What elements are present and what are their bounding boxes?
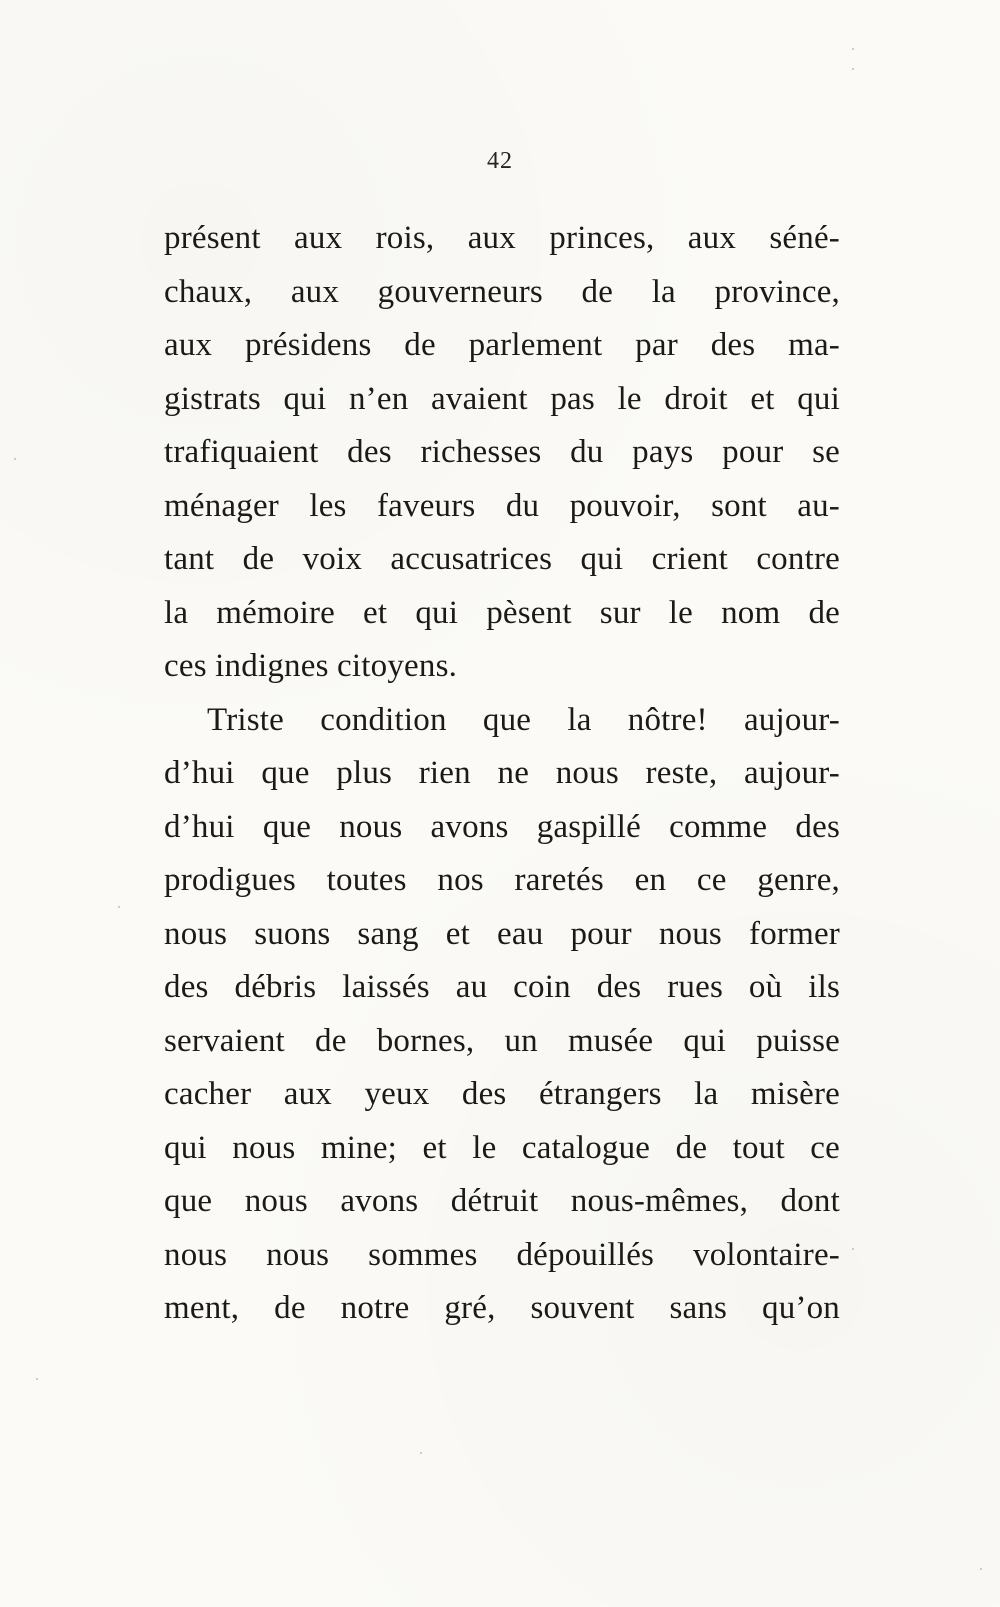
text-line: ment, de notre gré, souvent sans qu’on [164,1290,840,1326]
text-line: trafiquaient des richesses du pays pour se [164,434,840,470]
text-line: qui nous mine; et le catalogue de tout ce [164,1129,840,1166]
text-line: prodigues toutes nos raretés en ce genre, [164,862,840,898]
text-line: cacher aux yeux des étrangers la misère [164,1076,840,1112]
paper-speck [852,1248,854,1250]
text-line: la mémoire et qui pèsent sur le nom de [164,594,840,631]
text-line: ménager les faveurs du pouvoir, sont au- [164,487,840,524]
text-line: présent aux rois, aux princes, aux séné- [164,220,840,256]
text-line: tant de voix accusatrices qui crient contre [164,541,840,577]
text-line: nous nous sommes dépouillés volontaire- [164,1236,840,1273]
paper-speck [980,1568,982,1570]
body-text [164,212,840,1336]
paper-speck [852,68,854,70]
paper-speck [420,1452,422,1454]
text-line: chaux, aux gouverneurs de la province, [164,273,840,310]
paper-speck [36,1378,38,1380]
text-line: servaient de bornes, un musée qui puisse [164,1022,840,1059]
text-line: que nous avons détruit nous-mêmes, dont [164,1183,840,1219]
paper-speck [118,906,120,908]
text-line: aux présidens de parlement par des ma- [164,327,840,363]
page-number: 42 [487,148,513,174]
text-line: nous suons sang et eau pour nous former [164,915,840,952]
paper-speck [852,48,854,50]
text-line: des débris laissés au coin des rues où ils [164,969,840,1005]
text-line: d’hui que plus rien ne nous reste, aujour- [164,755,840,791]
paper-speck [14,458,16,460]
text-line: d’hui que nous avons gaspillé comme des [164,808,840,845]
text-line: gistrats qui n’en avaient pas le droit et qui [164,380,840,417]
paragraph-start-line: Triste condition que la nôtre! aujour- [207,701,840,738]
paragraph-end-line: ces indignes citoyens. [164,648,458,684]
